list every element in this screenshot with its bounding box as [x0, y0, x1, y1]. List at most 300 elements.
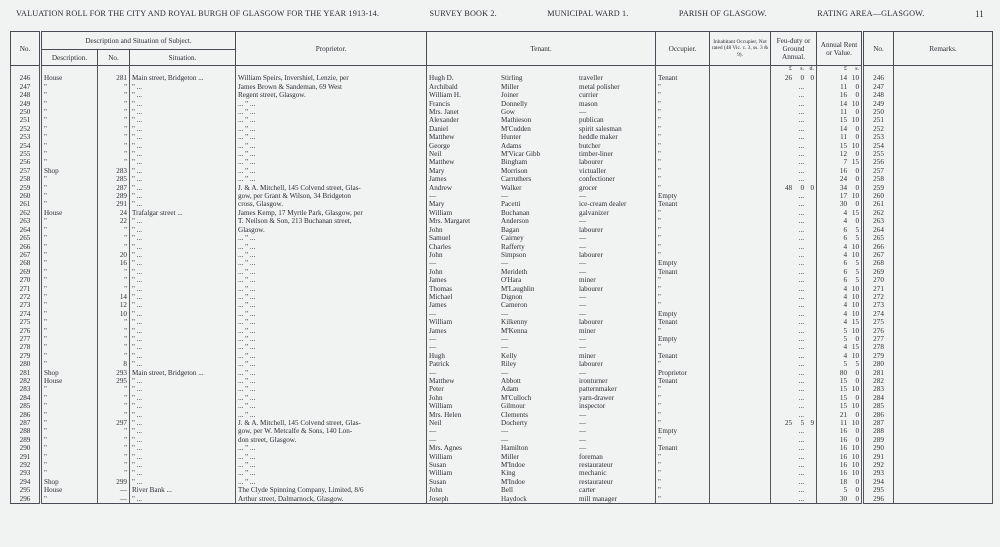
row-description: " — [41, 116, 98, 124]
row-number: 256 — [11, 158, 41, 166]
rent-pounds: 6 — [843, 267, 848, 276]
row-street-number: " — [98, 469, 130, 477]
row-occupier: " — [656, 469, 710, 477]
row-proprietor: James Kemp, 17 Myrtle Park, Glasgow, per — [236, 209, 427, 217]
row-situation: " ... — [130, 436, 236, 444]
row-remarks — [894, 259, 993, 267]
row-street-number: " — [98, 327, 130, 335]
row-tenant — [427, 461, 656, 469]
row-number: 287 — [11, 419, 41, 427]
feu-ditto: ... — [798, 292, 805, 301]
tenant-occupation: — — [579, 108, 587, 117]
row-number: 246 — [11, 74, 41, 82]
feu-ditto: ... — [798, 158, 805, 167]
row-occupier: " — [656, 402, 710, 410]
row-tenant — [427, 116, 656, 124]
row-number-right: 267 — [863, 251, 894, 259]
row-proprietor: ... " ... — [236, 461, 427, 469]
row-remarks — [894, 402, 993, 410]
row-number-right: 269 — [863, 268, 894, 276]
row-tenant — [427, 293, 656, 301]
row-number-right: 292 — [863, 461, 894, 469]
row-occupier: " — [656, 411, 710, 419]
row-tenant — [427, 360, 656, 368]
tenant-first-name: — — [429, 192, 437, 201]
row-tenant — [427, 209, 656, 217]
row-street-number: " — [98, 83, 130, 91]
tenant-occupation: — — [579, 435, 587, 444]
table-row — [11, 133, 993, 141]
row-inhabitant — [710, 100, 771, 108]
row-inhabitant — [710, 184, 771, 192]
row-street-number: " — [98, 461, 130, 469]
tenant-surname: Carruthers — [501, 175, 532, 184]
row-description: " — [41, 158, 98, 166]
row-number: 255 — [11, 150, 41, 158]
row-proprietor: ... " ... — [236, 116, 427, 124]
tenant-surname: — — [501, 334, 509, 343]
tenant-first-name: John — [429, 250, 443, 259]
row-remarks — [894, 125, 993, 133]
tenant-occupation: — — [579, 410, 587, 419]
row-number-right: 255 — [863, 150, 894, 158]
row-feu-duty — [771, 486, 817, 494]
row-description: Shop — [41, 369, 98, 377]
row-feu-duty — [771, 167, 817, 175]
row-number: 268 — [11, 259, 41, 267]
row-situation: " ... — [130, 234, 236, 242]
row-proprietor: J. & A. Mitchell, 145 Colvend street, Glas- — [236, 184, 427, 192]
row-occupier: " — [656, 495, 710, 504]
feu-ditto: ... — [798, 402, 805, 411]
row-tenant — [427, 385, 656, 393]
rent-shillings: 0 — [855, 175, 860, 184]
tenant-first-name: — — [429, 259, 437, 268]
row-annual-rent — [817, 385, 863, 393]
row-proprietor: ... " ... — [236, 100, 427, 108]
table-row — [11, 385, 993, 393]
row-number: 283 — [11, 385, 41, 393]
table-row — [11, 335, 993, 343]
row-occupier: " — [656, 360, 710, 368]
row-annual-rent — [817, 411, 863, 419]
col-number: No. — [98, 50, 130, 66]
table-row — [11, 352, 993, 360]
tenant-occupation: restaurateur — [579, 477, 613, 486]
tenant-surname: — — [501, 435, 509, 444]
row-tenant — [427, 243, 656, 251]
row-situation: " ... — [130, 411, 236, 419]
row-annual-rent — [817, 436, 863, 444]
row-annual-rent — [817, 74, 863, 82]
row-number-right: 268 — [863, 259, 894, 267]
row-tenant — [427, 142, 656, 150]
rent-pounds: 17 — [839, 192, 848, 201]
table-row — [11, 142, 993, 150]
row-situation: " ... — [130, 310, 236, 318]
rent-shillings: 0 — [855, 133, 860, 142]
row-inhabitant — [710, 243, 771, 251]
tenant-surname: Bagan — [501, 225, 520, 234]
row-description: " — [41, 200, 98, 208]
row-description: " — [41, 91, 98, 99]
row-situation: " ... — [130, 318, 236, 326]
row-tenant — [427, 478, 656, 486]
row-occupier: " — [656, 217, 710, 225]
row-number-right: 251 — [863, 116, 894, 124]
row-situation: " ... — [130, 217, 236, 225]
row-number-right: 247 — [863, 83, 894, 91]
feu-ditto: ... — [798, 486, 805, 495]
row-proprietor: don street, Glasgow. — [236, 436, 427, 444]
row-remarks — [894, 301, 993, 309]
rent-shillings: 0 — [855, 494, 860, 503]
tenant-first-name: Peter — [429, 385, 444, 394]
row-number: 265 — [11, 234, 41, 242]
rent-shillings: 10 — [851, 444, 860, 453]
row-street-number: 285 — [98, 175, 130, 183]
row-number-right: 248 — [863, 91, 894, 99]
row-number: 295 — [11, 486, 41, 494]
row-number-right: 254 — [863, 142, 894, 150]
feu-ditto: ... — [798, 377, 805, 386]
row-inhabitant — [710, 444, 771, 452]
rent-pounds: 15 — [839, 141, 848, 150]
row-proprietor: ... " ... — [236, 402, 427, 410]
row-description: " — [41, 310, 98, 318]
row-description: House — [41, 486, 98, 494]
row-feu-duty — [771, 125, 817, 133]
row-number: 248 — [11, 91, 41, 99]
tenant-surname: M'Vicar Gibb — [501, 150, 541, 159]
row-situation: " ... — [130, 335, 236, 343]
row-annual-rent — [817, 343, 863, 351]
rent-shillings: 5 — [855, 267, 860, 276]
row-occupier: " — [656, 327, 710, 335]
row-inhabitant — [710, 116, 771, 124]
rent-shillings: 10 — [851, 309, 860, 318]
tenant-surname: M'Culloch — [501, 393, 532, 402]
tenant-first-name: Matthew — [429, 377, 455, 386]
tenant-first-name: William — [429, 452, 453, 461]
row-annual-rent — [817, 142, 863, 150]
row-inhabitant — [710, 167, 771, 175]
row-number-right: 262 — [863, 209, 894, 217]
feu-ditto: ... — [798, 343, 805, 352]
table-row — [11, 478, 993, 486]
tenant-first-name: William — [429, 318, 453, 327]
rent-pounds: 4 — [843, 250, 848, 259]
row-number-right: 282 — [863, 377, 894, 385]
row-remarks — [894, 411, 993, 419]
rent-pounds: 15 — [839, 402, 848, 411]
row-tenant — [427, 200, 656, 208]
row-feu-duty — [771, 150, 817, 158]
row-occupier: " — [656, 385, 710, 393]
row-occupier: " — [656, 158, 710, 166]
row-situation: " ... — [130, 276, 236, 284]
feu-ditto: ... — [798, 360, 805, 369]
row-occupier: " — [656, 285, 710, 293]
row-street-number: 8 — [98, 360, 130, 368]
row-street-number: " — [98, 276, 130, 284]
row-description: " — [41, 436, 98, 444]
tenant-surname: Docherty — [501, 419, 528, 428]
rent-shillings: 5 — [855, 234, 860, 243]
table-row — [11, 301, 993, 309]
row-proprietor: ... " ... — [236, 234, 427, 242]
rent-pounds: 80 — [839, 368, 848, 377]
row-occupier: " — [656, 293, 710, 301]
row-number: 254 — [11, 142, 41, 150]
tenant-first-name: Mrs. Janet — [429, 108, 459, 117]
row-annual-rent — [817, 461, 863, 469]
tenant-first-name: James — [429, 175, 447, 184]
table-row — [11, 150, 993, 158]
row-number: 280 — [11, 360, 41, 368]
row-description: " — [41, 133, 98, 141]
rent-shillings: 10 — [851, 351, 860, 360]
row-number-right: 260 — [863, 192, 894, 200]
tenant-occupation: patternmaker — [579, 385, 617, 394]
row-annual-rent — [817, 192, 863, 200]
row-remarks — [894, 243, 993, 251]
row-proprietor: ... " ... — [236, 293, 427, 301]
row-feu-duty — [771, 394, 817, 402]
feu-shillings: 0 — [800, 183, 805, 192]
rent-pounds: 5 — [843, 326, 848, 335]
row-occupier: " — [656, 209, 710, 217]
row-annual-rent — [817, 251, 863, 259]
row-description: " — [41, 276, 98, 284]
rent-shillings: 10 — [851, 452, 860, 461]
tenant-first-name: — — [429, 427, 437, 436]
row-number-right: 293 — [863, 469, 894, 477]
row-occupier: Tenant — [656, 377, 710, 385]
row-annual-rent — [817, 116, 863, 124]
rent-shillings: 0 — [855, 486, 860, 495]
row-remarks — [894, 192, 993, 200]
row-tenant — [427, 125, 656, 133]
row-tenant — [427, 83, 656, 91]
rent-shillings: 10 — [851, 116, 860, 125]
rent-pounds: 4 — [843, 343, 848, 352]
row-feu-duty — [771, 318, 817, 326]
feu-ditto: ... — [798, 133, 805, 142]
row-feu-duty — [771, 343, 817, 351]
row-annual-rent — [817, 335, 863, 343]
row-description: " — [41, 142, 98, 150]
row-inhabitant — [710, 209, 771, 217]
feu-ditto: ... — [798, 141, 805, 150]
row-proprietor: ... " ... — [236, 158, 427, 166]
row-inhabitant — [710, 125, 771, 133]
row-feu-duty — [771, 217, 817, 225]
row-annual-rent — [817, 209, 863, 217]
col-annual-rent: Annual Rent or Value. — [817, 32, 863, 66]
row-remarks — [894, 436, 993, 444]
feu-ditto: ... — [798, 208, 805, 217]
row-number: 290 — [11, 444, 41, 452]
row-tenant — [427, 327, 656, 335]
row-remarks — [894, 478, 993, 486]
row-proprietor: The Clyde Spinning Company, Limited, 8/6 — [236, 486, 427, 494]
row-number: 273 — [11, 301, 41, 309]
row-tenant — [427, 133, 656, 141]
tenant-first-name: Mary — [429, 200, 445, 209]
row-situation: Trafalgar street ... — [130, 209, 236, 217]
feu-ditto: ... — [798, 385, 805, 394]
row-occupier: " — [656, 150, 710, 158]
tenant-surname: Cameron — [501, 301, 528, 310]
rent-pounds: 15 — [839, 385, 848, 394]
tenant-occupation: carter — [579, 486, 596, 495]
row-annual-rent — [817, 243, 863, 251]
row-number-right: 249 — [863, 100, 894, 108]
row-remarks — [894, 268, 993, 276]
tenant-surname: Bingham — [501, 158, 528, 167]
row-annual-rent — [817, 108, 863, 116]
feu-ditto: ... — [798, 410, 805, 419]
row-street-number: " — [98, 318, 130, 326]
rent-pounds: 16 — [839, 444, 848, 453]
tenant-first-name: William H. — [429, 91, 461, 100]
row-proprietor: ... " ... — [236, 150, 427, 158]
table-row — [11, 74, 993, 82]
survey-book: SURVEY BOOK 2. — [429, 9, 497, 18]
row-description: " — [41, 444, 98, 452]
rent-pounds: 15 — [839, 393, 848, 402]
tenant-surname: Adams — [501, 141, 522, 150]
tenant-occupation: labourer — [579, 225, 603, 234]
row-remarks — [894, 352, 993, 360]
tenant-surname: Kilkenny — [501, 318, 528, 327]
row-feu-duty — [771, 360, 817, 368]
row-street-number: 14 — [98, 293, 130, 301]
row-tenant — [427, 175, 656, 183]
tenant-first-name: James — [429, 326, 447, 335]
row-occupier: Tenant — [656, 444, 710, 452]
row-occupier: " — [656, 436, 710, 444]
tenant-surname: Gilmour — [501, 402, 526, 411]
row-street-number: " — [98, 436, 130, 444]
rent-shillings: 0 — [855, 435, 860, 444]
table-row — [11, 226, 993, 234]
rent-pounds: 16 — [839, 166, 848, 175]
table-row — [11, 369, 993, 377]
rent-shillings: 0 — [855, 82, 860, 91]
rent-shillings: 0 — [855, 108, 860, 117]
table-row — [11, 209, 993, 217]
tenant-surname: Stirling — [501, 74, 523, 83]
row-description: " — [41, 411, 98, 419]
tenant-occupation: — — [579, 267, 587, 276]
row-tenant — [427, 369, 656, 377]
row-remarks — [894, 419, 993, 427]
row-number: 292 — [11, 461, 41, 469]
row-tenant — [427, 268, 656, 276]
row-number-right: 281 — [863, 369, 894, 377]
row-proprietor: ... " ... — [236, 133, 427, 141]
row-occupier: " — [656, 125, 710, 133]
table-row — [11, 419, 993, 427]
tenant-first-name: Neil — [429, 150, 442, 159]
row-occupier: " — [656, 184, 710, 192]
row-remarks — [894, 158, 993, 166]
feu-ditto: ... — [798, 150, 805, 159]
row-annual-rent — [817, 327, 863, 335]
row-situation: " ... — [130, 377, 236, 385]
feu-ditto: ... — [798, 259, 805, 268]
row-number: 296 — [11, 495, 41, 504]
row-description: " — [41, 360, 98, 368]
row-street-number: " — [98, 343, 130, 351]
row-description: " — [41, 175, 98, 183]
row-remarks — [894, 469, 993, 477]
row-situation: " ... — [130, 469, 236, 477]
tenant-first-name: — — [429, 435, 437, 444]
tenant-first-name: John — [429, 225, 443, 234]
row-tenant — [427, 167, 656, 175]
rent-pounds: 5 — [843, 334, 848, 343]
row-occupier: Tenant — [656, 200, 710, 208]
rent-shillings: 0 — [855, 200, 860, 209]
row-description: " — [41, 268, 98, 276]
rent-shillings: 15 — [851, 343, 860, 352]
row-situation: " ... — [130, 444, 236, 452]
row-situation: " ... — [130, 200, 236, 208]
row-tenant — [427, 343, 656, 351]
row-feu-duty — [771, 352, 817, 360]
rent-shillings: 15 — [851, 318, 860, 327]
row-proprietor: ... " ... — [236, 469, 427, 477]
row-annual-rent — [817, 402, 863, 410]
row-tenant — [427, 74, 656, 82]
row-remarks — [894, 226, 993, 234]
row-feu-duty — [771, 453, 817, 461]
table-row — [11, 200, 993, 208]
row-occupier: Tenant — [656, 318, 710, 326]
table-row — [11, 91, 993, 99]
tenant-first-name: Charles — [429, 242, 451, 251]
tenant-first-name: William — [429, 469, 453, 478]
table-row — [11, 251, 993, 259]
row-street-number: 287 — [98, 184, 130, 192]
row-description: " — [41, 402, 98, 410]
row-situation: " ... — [130, 427, 236, 435]
tenant-surname: — — [501, 192, 509, 201]
row-remarks — [894, 427, 993, 435]
feu-ditto: ... — [798, 309, 805, 318]
row-inhabitant — [710, 301, 771, 309]
row-proprietor: ... " ... — [236, 259, 427, 267]
row-proprietor: ... " ... — [236, 276, 427, 284]
row-occupier: " — [656, 478, 710, 486]
tenant-first-name: Mary — [429, 166, 445, 175]
tenant-first-name: Hugh D. — [429, 74, 454, 83]
row-number: 281 — [11, 369, 41, 377]
row-street-number: " — [98, 394, 130, 402]
row-street-number: " — [98, 402, 130, 410]
col-tenant: Tenant. — [427, 32, 656, 66]
row-annual-rent — [817, 293, 863, 301]
row-inhabitant — [710, 394, 771, 402]
row-feu-duty — [771, 74, 817, 82]
row-tenant — [427, 486, 656, 494]
row-street-number: " — [98, 352, 130, 360]
row-situation: " ... — [130, 158, 236, 166]
row-feu-duty — [771, 243, 817, 251]
